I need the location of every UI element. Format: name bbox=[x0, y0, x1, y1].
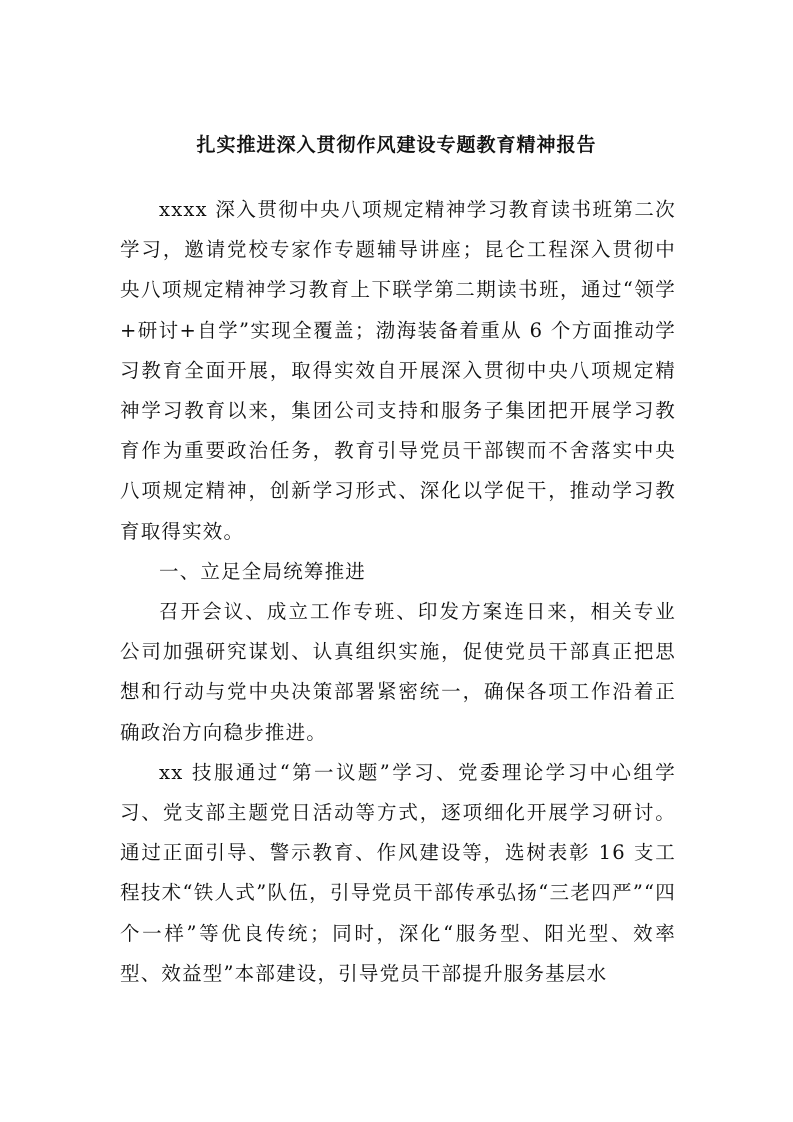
paragraph-intro: xxxx 深入贯彻中央八项规定精神学习教育读书班第二次学习，邀请党校专家作专题辅导讲座；昆仑工程深入贯彻中央八项规定精神学习教育上下联学第二期读书班，通过“领学+研讨+自学”实现全覆盖；渤海装备着重从 6 个方面推动学习教育全面开展，取得实效自开展深入贯彻中央八项规定精神学习教育以来，集团公司支持和服务子集团把开展学习教育作为重要政治任务，教育引导党员干部锲而不舍落实中央八项规定精神，创新学习形式、深化以学促干，推动学习教育取得实效。 bbox=[120, 198, 676, 543]
document-body bbox=[120, 190, 676, 994]
paragraph-technical-service: xx 技服通过“第一议题”学习、党委理论学习中心组学习、党支部主题党日活动等方式，逐项细化开展学习研讨。通过正面引导、警示教育、作风建设等，选树表彰 16 支工程技术“铁人式”队伍，引导党员干部传承弘扬“三老四严”“四个一样”等优良传统；同时，深化“服务型、阳光型、效率型、效益型”本部建设，引导党员干部提升服务基层水 bbox=[120, 760, 676, 985]
document-title: 扎实推进深入贯彻作风建设专题教育精神报告 bbox=[196, 134, 597, 156]
section-heading-1: 一、立足全局统筹推进 bbox=[159, 559, 367, 583]
paragraph-section-1: 召开会议、成立工作专班、印发方案连日来，相关专业公司加强研究谋划、认真组织实施，促使党员干部真正把思想和行动与党中央决策部署紧密统一，确保各项工作沿着正确政治方向稳步推进。 bbox=[120, 600, 676, 744]
